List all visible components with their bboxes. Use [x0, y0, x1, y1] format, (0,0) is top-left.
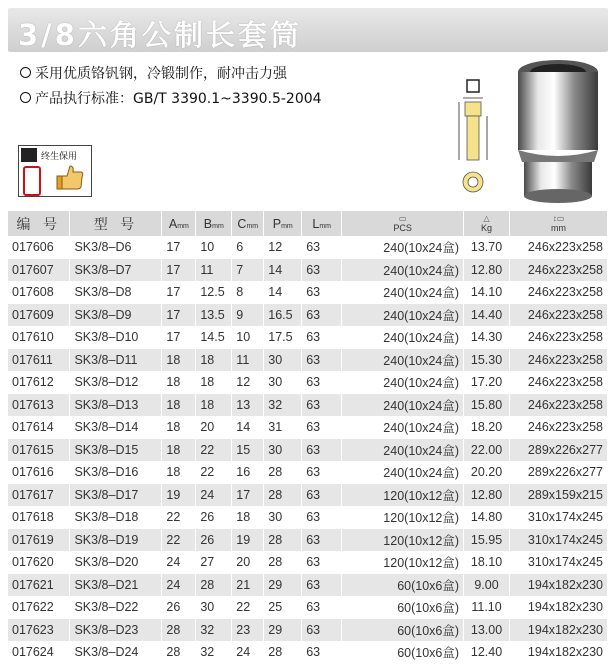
table-row	[8, 371, 608, 394]
cell-a: 17	[162, 326, 196, 349]
cell-code: 017619	[8, 529, 70, 552]
cell-b: 18	[196, 371, 232, 394]
cell-code: 017618	[8, 506, 70, 529]
cell-c: 10	[232, 326, 264, 349]
feature-text: 产品执行标准：GB/T 3390.1~3390.5-2004	[35, 91, 322, 107]
cell-code: 017616	[8, 461, 70, 484]
thumbs-up-icon	[55, 162, 85, 192]
cell-b: 32	[196, 641, 232, 664]
bullet-circle-icon	[20, 92, 31, 103]
dimension-diagram-icon	[455, 78, 495, 198]
cell-p: 17.5	[264, 326, 302, 349]
cell-c: 23	[232, 619, 264, 642]
header-pcs: ▭ PCS	[342, 211, 464, 236]
cell-box-size: 310x174x245	[510, 529, 608, 552]
cell-pcs: 240(10x24盒)	[342, 394, 464, 417]
cell-a: 19	[162, 484, 196, 507]
cell-l: 63	[302, 551, 342, 574]
cell-b: 27	[196, 551, 232, 574]
cell-p: 28	[264, 551, 302, 574]
cell-b: 18	[196, 349, 232, 372]
cell-code: 017611	[8, 349, 70, 372]
cell-c: 6	[232, 236, 264, 259]
cell-c: 20	[232, 551, 264, 574]
cell-p: 29	[264, 619, 302, 642]
cell-model: SK3/8–D19	[70, 529, 162, 552]
cell-b: 14.5	[196, 326, 232, 349]
table-row	[8, 574, 608, 597]
cell-l: 63	[302, 439, 342, 462]
cell-b: 10	[196, 236, 232, 259]
cell-box-size: 289x226x277	[510, 461, 608, 484]
cell-model: SK3/8–D21	[70, 574, 162, 597]
cell-c: 24	[232, 641, 264, 664]
cell-kg: 14.80	[464, 506, 510, 529]
cell-l: 63	[302, 596, 342, 619]
cell-p: 30	[264, 506, 302, 529]
cell-code: 017610	[8, 326, 70, 349]
feature-item	[20, 87, 322, 112]
cell-b: 12.5	[196, 281, 232, 304]
cell-model: SK3/8–D7	[70, 259, 162, 282]
cell-code: 017624	[8, 641, 70, 664]
table-row	[8, 619, 608, 642]
cell-kg: 14.10	[464, 281, 510, 304]
cell-model: SK3/8–D8	[70, 281, 162, 304]
cell-kg: 12.40	[464, 641, 510, 664]
title-bar	[8, 8, 608, 52]
cell-a: 18	[162, 416, 196, 439]
cell-a: 17	[162, 259, 196, 282]
box-icon: ▭	[398, 213, 407, 223]
feature-list	[20, 62, 322, 112]
cell-b: 24	[196, 484, 232, 507]
cell-pcs: 60(10x6盒)	[342, 641, 464, 664]
cell-code: 017614	[8, 416, 70, 439]
cell-p: 30	[264, 349, 302, 372]
cell-pcs: 240(10x24盒)	[342, 461, 464, 484]
cell-p: 32	[264, 394, 302, 417]
cell-b: 18	[196, 394, 232, 417]
cell-a: 18	[162, 461, 196, 484]
cell-code: 017615	[8, 439, 70, 462]
feature-text: 采用优质铬钒钢，冷锻制作，耐冲击力强	[35, 66, 287, 82]
cell-kg: 20.20	[464, 461, 510, 484]
cell-c: 19	[232, 529, 264, 552]
cell-model: SK3/8–D13	[70, 394, 162, 417]
cell-kg: 9.00	[464, 574, 510, 597]
warranty-label: 终生保用	[41, 152, 78, 162]
cell-l: 63	[302, 326, 342, 349]
cell-c: 11	[232, 349, 264, 372]
cell-pcs: 120(10x12盒)	[342, 529, 464, 552]
cell-p: 28	[264, 529, 302, 552]
cell-model: SK3/8–D9	[70, 304, 162, 327]
header-p: Pmm	[264, 211, 302, 236]
cell-b: 26	[196, 529, 232, 552]
cell-b: 26	[196, 506, 232, 529]
page-title: 3/8六角公制长套筒	[18, 18, 302, 52]
cell-kg: 11.10	[464, 596, 510, 619]
table-row	[8, 439, 608, 462]
table-header-row	[8, 211, 608, 236]
cell-kg: 14.30	[464, 326, 510, 349]
cell-box-size: 194x182x230	[510, 619, 608, 642]
cell-pcs: 60(10x6盒)	[342, 574, 464, 597]
cell-l: 63	[302, 304, 342, 327]
cell-kg: 13.00	[464, 619, 510, 642]
cell-code: 017621	[8, 574, 70, 597]
cell-l: 63	[302, 349, 342, 372]
cell-pcs: 240(10x24盒)	[342, 371, 464, 394]
cell-l: 63	[302, 529, 342, 552]
cell-box-size: 289x226x277	[510, 439, 608, 462]
cell-kg: 14.40	[464, 304, 510, 327]
table-row	[8, 349, 608, 372]
cell-c: 16	[232, 461, 264, 484]
cell-l: 63	[302, 281, 342, 304]
cell-a: 22	[162, 506, 196, 529]
cell-box-size: 246x223x258	[510, 236, 608, 259]
cell-model: SK3/8–D17	[70, 484, 162, 507]
cell-a: 24	[162, 574, 196, 597]
table-row	[8, 641, 608, 664]
brand-logo-icon	[21, 148, 37, 162]
cell-c: 12	[232, 371, 264, 394]
table-row	[8, 461, 608, 484]
cell-kg: 13.70	[464, 236, 510, 259]
cell-a: 26	[162, 596, 196, 619]
cell-b: 11	[196, 259, 232, 282]
cell-kg: 17.20	[464, 371, 510, 394]
cell-b: 32	[196, 619, 232, 642]
cell-l: 63	[302, 236, 342, 259]
cell-pcs: 60(10x6盒)	[342, 596, 464, 619]
cell-a: 18	[162, 394, 196, 417]
cell-box-size: 246x223x258	[510, 371, 608, 394]
header-l: Lmm	[302, 211, 342, 236]
cell-a: 22	[162, 529, 196, 552]
cell-model: SK3/8–D20	[70, 551, 162, 574]
table-row	[8, 506, 608, 529]
cell-model: SK3/8–D11	[70, 349, 162, 372]
cell-pcs: 240(10x24盒)	[342, 259, 464, 282]
table-row	[8, 259, 608, 282]
lifetime-warranty-logo	[18, 145, 92, 197]
cell-a: 18	[162, 371, 196, 394]
cell-c: 18	[232, 506, 264, 529]
cell-code: 017620	[8, 551, 70, 574]
cell-model: SK3/8–D6	[70, 236, 162, 259]
cell-code: 017608	[8, 281, 70, 304]
cell-p: 14	[264, 281, 302, 304]
cell-l: 63	[302, 461, 342, 484]
cell-a: 18	[162, 349, 196, 372]
header-code: 编 号	[8, 211, 70, 236]
cell-p: 16.5	[264, 304, 302, 327]
feature-item	[20, 62, 322, 87]
cell-box-size: 310x174x245	[510, 551, 608, 574]
cell-box-size: 246x223x258	[510, 416, 608, 439]
table-row	[8, 529, 608, 552]
lifetime-emblem-icon	[23, 166, 41, 196]
cell-p: 30	[264, 371, 302, 394]
cell-p: 28	[264, 641, 302, 664]
cell-b: 28	[196, 574, 232, 597]
cell-pcs: 120(10x12盒)	[342, 484, 464, 507]
socket-product-icon	[512, 58, 604, 206]
header-b: Bmm	[196, 211, 232, 236]
cell-kg: 15.30	[464, 349, 510, 372]
cell-model: SK3/8–D18	[70, 506, 162, 529]
cell-kg: 22.00	[464, 439, 510, 462]
cell-p: 25	[264, 596, 302, 619]
cell-l: 63	[302, 506, 342, 529]
cell-box-size: 246x223x258	[510, 304, 608, 327]
cell-pcs: 120(10x12盒)	[342, 551, 464, 574]
table-row	[8, 326, 608, 349]
header-kg: △ Kg	[464, 211, 510, 236]
cell-box-size: 246x223x258	[510, 349, 608, 372]
cell-model: SK3/8–D12	[70, 371, 162, 394]
cell-pcs: 240(10x24盒)	[342, 416, 464, 439]
cell-p: 31	[264, 416, 302, 439]
cell-pcs: 240(10x24盒)	[342, 236, 464, 259]
table-row	[8, 304, 608, 327]
cell-model: SK3/8–D10	[70, 326, 162, 349]
cell-b: 13.5	[196, 304, 232, 327]
cell-l: 63	[302, 641, 342, 664]
cell-c: 21	[232, 574, 264, 597]
cell-c: 7	[232, 259, 264, 282]
cell-pcs: 60(10x6盒)	[342, 619, 464, 642]
cell-code: 017622	[8, 596, 70, 619]
box-dimension-icon: ↕▭	[552, 213, 565, 223]
cell-pcs: 240(10x24盒)	[342, 281, 464, 304]
cell-model: SK3/8–D14	[70, 416, 162, 439]
cell-box-size: 194x182x230	[510, 574, 608, 597]
weight-icon: △	[483, 213, 490, 223]
header-model: 型 号	[70, 211, 162, 236]
cell-box-size: 194x182x230	[510, 641, 608, 664]
cell-p: 29	[264, 574, 302, 597]
cell-l: 63	[302, 371, 342, 394]
cell-l: 63	[302, 484, 342, 507]
table-row	[8, 551, 608, 574]
table-row	[8, 281, 608, 304]
cell-box-size: 246x223x258	[510, 394, 608, 417]
header-mm: ↕▭ mm	[510, 211, 608, 236]
cell-code: 017617	[8, 484, 70, 507]
cell-pcs: 240(10x24盒)	[342, 304, 464, 327]
cell-c: 8	[232, 281, 264, 304]
cell-p: 28	[264, 484, 302, 507]
cell-pcs: 240(10x24盒)	[342, 349, 464, 372]
cell-kg: 12.80	[464, 484, 510, 507]
cell-c: 14	[232, 416, 264, 439]
specification-table	[8, 211, 608, 664]
header-a: Amm	[162, 211, 196, 236]
cell-kg: 12.80	[464, 259, 510, 282]
cell-code: 017612	[8, 371, 70, 394]
table-row	[8, 416, 608, 439]
cell-box-size: 310x174x245	[510, 506, 608, 529]
table-row	[8, 236, 608, 259]
cell-model: SK3/8–D16	[70, 461, 162, 484]
cell-box-size: 194x182x230	[510, 596, 608, 619]
table-row	[8, 484, 608, 507]
cell-c: 9	[232, 304, 264, 327]
cell-box-size: 246x223x258	[510, 259, 608, 282]
cell-code: 017609	[8, 304, 70, 327]
table-row	[8, 596, 608, 619]
cell-a: 24	[162, 551, 196, 574]
cell-pcs: 240(10x24盒)	[342, 326, 464, 349]
cell-b: 22	[196, 461, 232, 484]
cell-model: SK3/8–D15	[70, 439, 162, 462]
cell-box-size: 289x159x215	[510, 484, 608, 507]
cell-pcs: 120(10x12盒)	[342, 506, 464, 529]
cell-b: 22	[196, 439, 232, 462]
cell-c: 17	[232, 484, 264, 507]
cell-l: 63	[302, 259, 342, 282]
cell-kg: 18.20	[464, 416, 510, 439]
cell-a: 18	[162, 439, 196, 462]
cell-p: 30	[264, 439, 302, 462]
bullet-circle-icon	[20, 67, 31, 78]
cell-pcs: 240(10x24盒)	[342, 439, 464, 462]
cell-c: 22	[232, 596, 264, 619]
cell-code: 017606	[8, 236, 70, 259]
cell-b: 30	[196, 596, 232, 619]
cell-a: 28	[162, 619, 196, 642]
cell-l: 63	[302, 394, 342, 417]
cell-kg: 15.95	[464, 529, 510, 552]
cell-a: 17	[162, 304, 196, 327]
cell-code: 017607	[8, 259, 70, 282]
cell-c: 13	[232, 394, 264, 417]
cell-box-size: 246x223x258	[510, 326, 608, 349]
cell-p: 28	[264, 461, 302, 484]
cell-a: 17	[162, 281, 196, 304]
cell-code: 017623	[8, 619, 70, 642]
cell-code: 017613	[8, 394, 70, 417]
cell-model: SK3/8–D24	[70, 641, 162, 664]
cell-kg: 15.80	[464, 394, 510, 417]
cell-p: 12	[264, 236, 302, 259]
cell-a: 28	[162, 641, 196, 664]
cell-c: 15	[232, 439, 264, 462]
cell-l: 63	[302, 619, 342, 642]
header-c: Cmm	[232, 211, 264, 236]
table-row	[8, 394, 608, 417]
cell-box-size: 246x223x258	[510, 281, 608, 304]
cell-p: 14	[264, 259, 302, 282]
cell-model: SK3/8–D22	[70, 596, 162, 619]
cell-kg: 18.10	[464, 551, 510, 574]
cell-b: 20	[196, 416, 232, 439]
cell-l: 63	[302, 416, 342, 439]
cell-model: SK3/8–D23	[70, 619, 162, 642]
cell-a: 17	[162, 236, 196, 259]
cell-l: 63	[302, 574, 342, 597]
